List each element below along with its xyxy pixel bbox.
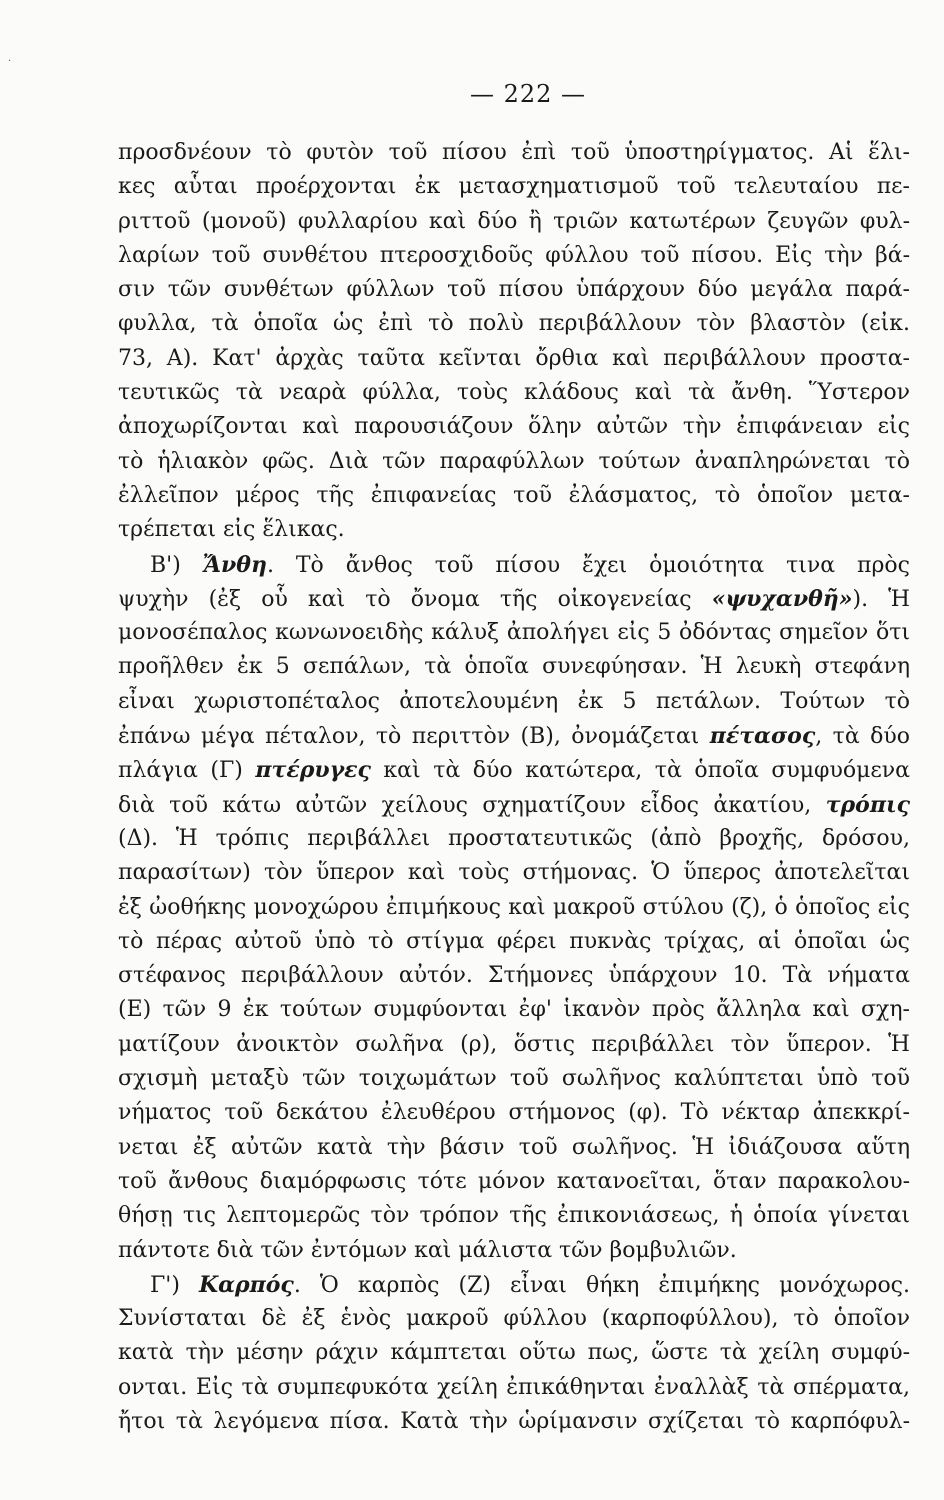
text-segment: τὸ ἡλιακὸν φῶς. Διὰ τῶν παραφύλλων τούτων ἀναπληρώνεται τὸ [118,448,910,474]
text-line [118,1336,910,1370]
text-segment: . Ὁ καρπὸς (Ζ) εἶναι θήκη ἐπιμήκης μονόχωρος. [293,1272,910,1298]
text-line [118,410,910,444]
text-segment: ἐπάνω μέγα πέταλον, τὸ περιττὸν (Β), ὀνομάζεται [118,724,710,750]
text-segment: τοῦ ἄνθους διαμόρφωσις τότε μόνον κατανοεῖται, ὅταν παρακολου- [118,1168,910,1194]
text-segment: παρασίτων) τὸν ὕπερον καὶ τοὺς στήμονας. Ὁ ὕπερος ἀποτελεῖται [118,860,910,886]
text-segment: κες αὗται προέρχονται ἐκ μετασχηματισμοῦ τοῦ τελευταίου πε- [118,174,910,200]
text-segment: ματίζουν ἀνοικτὸν σωλῆνα (ρ), ὅστις περιβάλλει τὸν ὕπερον. Ἡ [118,1031,910,1057]
page-number: — 222 — [469,80,587,108]
text-segment: (Ε) τῶν 9 ἐκ τούτων συμφύονται ἐφ' ἱκανὸν πρὸς ἄλληλα καὶ σχη- [118,997,910,1023]
text-segment: (Δ). Ἡ τρόπις περιβάλλει προστατευτικῶς (ἀπὸ βροχῆς, δρόσου, [118,825,910,851]
text-segment: σχισμὴ μεταξὺ τῶν τοιχωμάτων τοῦ σωλῆνος καλύπτεται ὑπὸ τοῦ [118,1066,910,1092]
text-line [118,616,910,650]
text-segment: κατὰ τὴν μέσην ράχιν κάμπτεται οὕτω πως, ὥστε τὰ χείλη συμφύ- [118,1340,910,1366]
text-line [118,1268,910,1302]
text-segment: νήματος τοῦ δεκάτου ἐλευθέρου στήμονος (φ). Τὸ νέκταρ ἀπεκκρί- [118,1100,910,1126]
text-line [118,891,910,925]
text-segment: προῆλθεν ἐκ 5 σεπάλων, τὰ ὁποῖα συνεφύησαν. Ἡ λευκὴ στεφάνη [118,654,910,680]
text-segment: θήσῃ τις λεπτομερῶς τὸν τρόπον τῆς ἐπικονιάσεως, ἡ ὁποία γίνεται [118,1203,910,1229]
text-segment: προσδνέουν τὸ φυτὸν τοῦ πίσου ἐπὶ τοῦ ὑποστηρίγματος. Αἱ ἕλι- [118,140,910,165]
text-segment: ονται. Εἰς τὰ συμπεφυκότα χείλη ἐπικάθηνται ἐναλλὰξ τὰ σπέρματα, [118,1374,910,1400]
text-line [118,548,910,582]
text-segment: λαρίων τοῦ συνθέτου πτεροσχιδοῦς φύλλου τοῦ πίσου. Εἰς τὴν βά- [118,242,910,268]
text-segment: τὸ πέρας αὐτοῦ ὑπὸ τὸ στίγμα φέρει πυκνὰς τρίχας, αἱ ὁποῖαι ὡς [118,928,910,954]
text-line [118,822,910,856]
text-line [118,1131,910,1165]
text-line [118,445,910,479]
text-line [118,239,910,273]
text-line [118,650,910,684]
text-segment: , τὰ δύο [815,724,910,750]
text-line [118,205,910,239]
emphasized-term: τρόπις [825,791,910,818]
text-line [118,1199,910,1233]
text-line [118,993,910,1027]
text-line [118,307,910,341]
text-segment: Β') [150,552,203,578]
text-segment: σιν τῶν συνθέτων φύλλων τοῦ πίσου ὑπάρχουν δύο μεγάλα παρά- [118,277,910,303]
text-line [118,136,910,170]
text-segment: στέφανος περιβάλλουν αὐτόν. Στήμονες ὑπάρχουν 10. Τὰ νήματα [118,963,910,989]
text-line [118,788,910,822]
text-line [118,1096,910,1130]
text-line [118,1371,910,1405]
text-segment: 73, Α). Κατ' ἀρχὰς ταῦτα κεῖνται ὄρθια καὶ περιβάλλουν προστα- [118,345,910,371]
text-line [118,170,910,204]
emphasized-term: Ἄνθη [202,551,267,578]
text-line [118,685,910,719]
text-line [118,582,910,616]
text-segment: νεται ἐξ αὐτῶν κατὰ τὴν βάσιν τοῦ σωλῆνος. Ἡ ἰδιάζουσα αὕτη [118,1134,910,1160]
body-text [118,136,910,1439]
emphasized-term: «ψυχανθῆ» [711,585,853,612]
text-segment: καὶ τὰ δύο κατώτερα, τὰ ὁποῖα συμφυόμενα [370,758,910,784]
text-line [118,513,910,547]
text-segment: εἶναι χωριστοπέταλος ἀποτελουμένη ἐκ 5 πετάλων. Τούτων τὸ [118,688,910,714]
text-line [118,1062,910,1096]
text-segment: φυλλα, τὰ ὁποῖα ὡς ἐπὶ τὸ πολὺ περιβάλλουν τὸν βλαστὸν (εἰκ. [118,311,910,337]
text-segment: ἀποχωρίζονται καὶ παρουσιάζουν ὅλην αὐτῶν τὴν ἐπιφάνειαν εἰς [118,414,910,440]
text-segment: ἤτοι τὰ λεγόμενα πίσα. Κατὰ τὴν ὡρίμανσιν σχίζεται τὸ καρπόφυλ- [118,1408,910,1434]
text-line [118,479,910,513]
text-segment: πάντοτε διὰ τῶν ἐντόμων καὶ μάλιστα τῶν βομβυλιῶν. [118,1237,737,1263]
text-line [118,925,910,959]
text-line [118,376,910,410]
text-segment: ). Ἡ [852,586,910,612]
text-segment: Γ') [150,1272,199,1298]
text-line [118,342,910,376]
text-line [118,753,910,787]
text-line [118,959,910,993]
text-line [118,719,910,753]
text-segment: ἐξ ὠοθήκης μονοχώρου ἐπιμήκους καὶ μακροῦ στύλου (ζ), ὁ ὁποῖος εἰς [118,894,910,920]
text-line [118,1028,910,1062]
text-segment: ἐλλεῖπον μέρος τῆς ἐπιφανείας τοῦ ἐλάσματος, τὸ ὁποῖον μετα- [118,482,910,508]
text-segment: πλάγια (Γ) [118,758,256,784]
margin-mark: · [8,56,12,67]
text-segment: . Τὸ ἄνθος τοῦ πίσου ἔχει ὁμοιότητα τινα πρὸς [266,552,910,578]
emphasized-term: πέτασος [709,723,816,750]
text-segment: Συνίσταται δὲ ἐξ ἑνὸς μακροῦ φύλλου (καρποφύλλου), τὸ ὁποῖον [118,1306,910,1332]
emphasized-term: πτέρυγες [255,757,371,784]
text-line [118,1234,910,1268]
text-segment: ψυχὴν (ἐξ οὗ καὶ τὸ ὄνομα τῆς οἰκογενείας [118,586,712,612]
text-segment: μονοσέπαλος κωνωνοειδὴς κάλυξ ἀπολήγει εἰς 5 ὀδόντας σημεῖον ὅτι [118,620,910,646]
text-line [118,273,910,307]
text-line [118,1302,910,1336]
text-line [118,1405,910,1439]
text-segment: διὰ τοῦ κάτω αὐτῶν χείλους σχηματίζουν εἶδος ἀκατίου, [118,792,826,818]
emphasized-term: Καρπός [198,1271,294,1298]
text-segment: τευτικῶς τὰ νεαρὰ φύλλα, τοὺς κλάδους καὶ τὰ ἄνθη. Ὕστερον [118,380,910,406]
text-segment: ριττοῦ (μονοῦ) φυλλαρίου καὶ δύο ἢ τριῶν κατωτέρων ζευγῶν φυλ- [118,208,910,234]
text-line [118,856,910,890]
text-line [118,1165,910,1199]
text-segment: τρέπεται εἰς ἕλικας. [118,517,345,543]
